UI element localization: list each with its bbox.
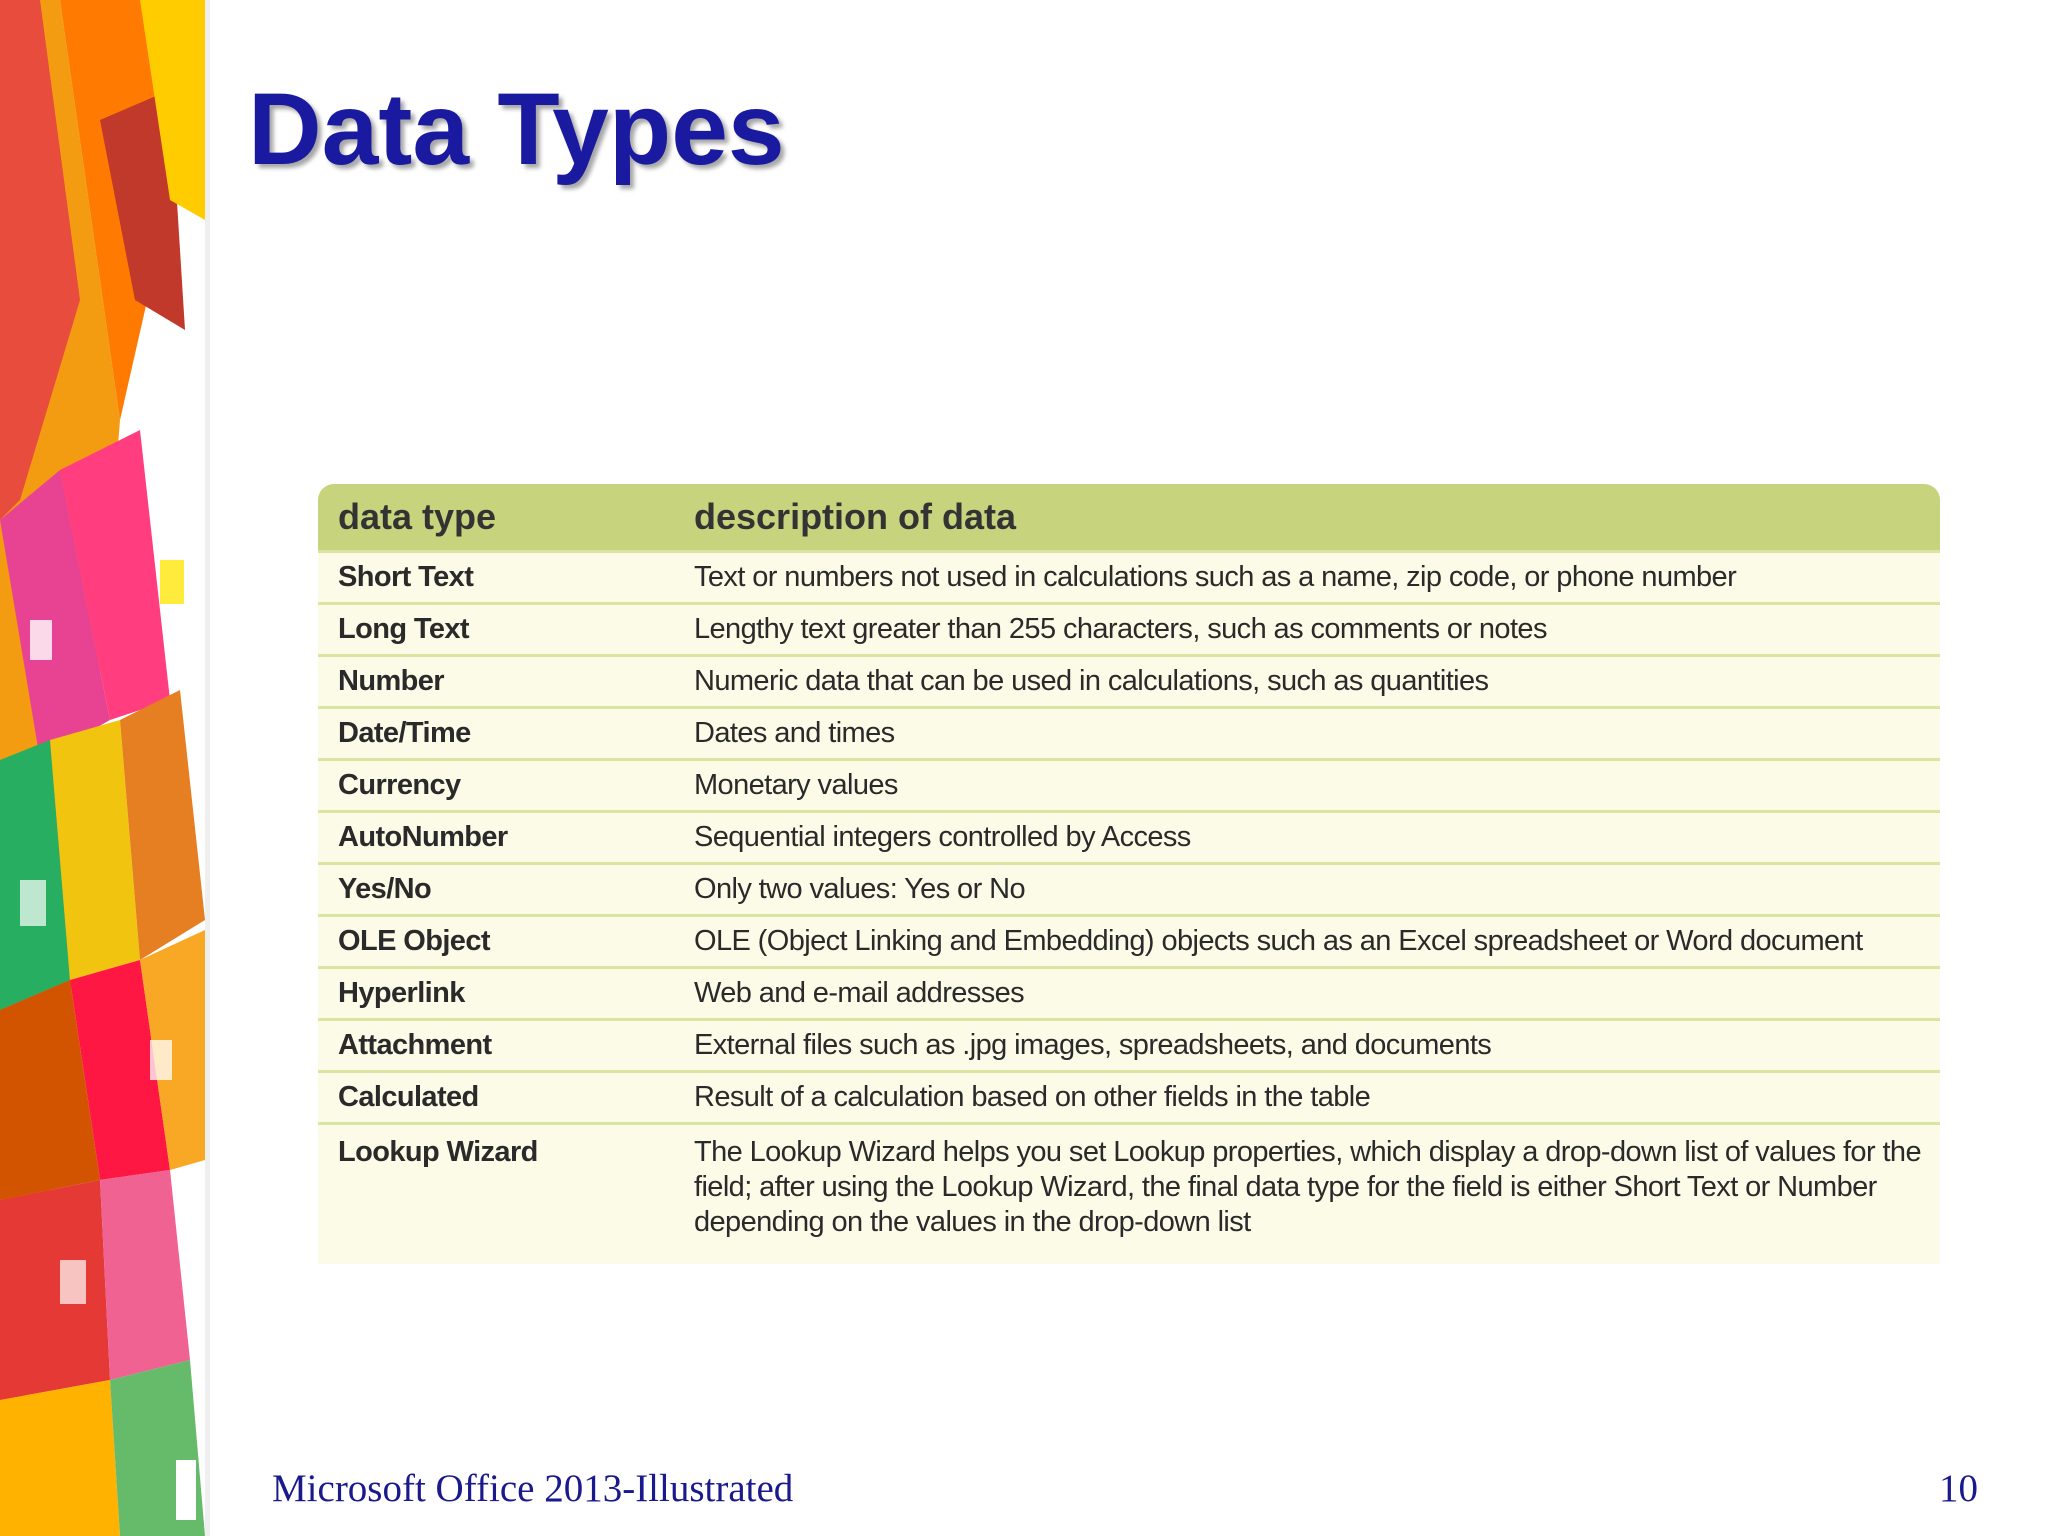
data-type-cell: Yes/No [318,864,674,916]
slide-title: Data Types [248,72,785,186]
table-row [318,812,1940,864]
description-cell: External files such as .jpg images, spreadsheets, and documents [674,1020,1940,1072]
table-row [318,552,1940,604]
data-type-cell: OLE Object [318,916,674,968]
description-cell: Text or numbers not used in calculations such as a name, zip code, or phone number [674,552,1940,604]
data-types-table-container [318,484,1940,1264]
data-type-cell: AutoNumber [318,812,674,864]
decorative-color-mosaic [0,0,205,1536]
data-type-cell: Calculated [318,1072,674,1124]
footer-course-title: Microsoft Office 2013-Illustrated [272,1467,794,1510]
header-data-type: data type [318,484,674,552]
description-cell: Monetary values [674,760,1940,812]
data-type-cell: Lookup Wizard [318,1124,674,1248]
data-type-cell: Currency [318,760,674,812]
table-row [318,864,1940,916]
description-cell: Web and e-mail addresses [674,968,1940,1020]
table-row [318,1124,1940,1248]
table-row [318,968,1940,1020]
data-type-cell: Short Text [318,552,674,604]
header-description: description of data [674,484,1940,552]
data-type-cell: Number [318,656,674,708]
data-type-cell: Long Text [318,604,674,656]
data-type-cell: Attachment [318,1020,674,1072]
table-row [318,916,1940,968]
table-header-row [318,484,1940,552]
description-cell: Dates and times [674,708,1940,760]
data-types-table [318,484,1940,1247]
table-row [318,708,1940,760]
description-cell: Numeric data that can be used in calculations, such as quantities [674,656,1940,708]
page-number: 10 [1939,1467,1978,1510]
table-row [318,1072,1940,1124]
table-row [318,656,1940,708]
description-cell: Result of a calculation based on other fields in the table [674,1072,1940,1124]
table-row [318,1020,1940,1072]
art-divider [205,0,210,1536]
table-row [318,604,1940,656]
data-type-cell: Hyperlink [318,968,674,1020]
description-cell: The Lookup Wizard helps you set Lookup properties, which display a drop-down list of values for the field; after using the Lookup Wizard, the final data type for the field is either Short Text or Number depending on the values in the drop-down list [674,1124,1940,1248]
data-type-cell: Date/Time [318,708,674,760]
description-cell: Sequential integers controlled by Access [674,812,1940,864]
description-cell: OLE (Object Linking and Embedding) objects such as an Excel spreadsheet or Word document [674,916,1940,968]
description-cell: Only two values: Yes or No [674,864,1940,916]
table-row [318,760,1940,812]
description-cell: Lengthy text greater than 255 characters, such as comments or notes [674,604,1940,656]
